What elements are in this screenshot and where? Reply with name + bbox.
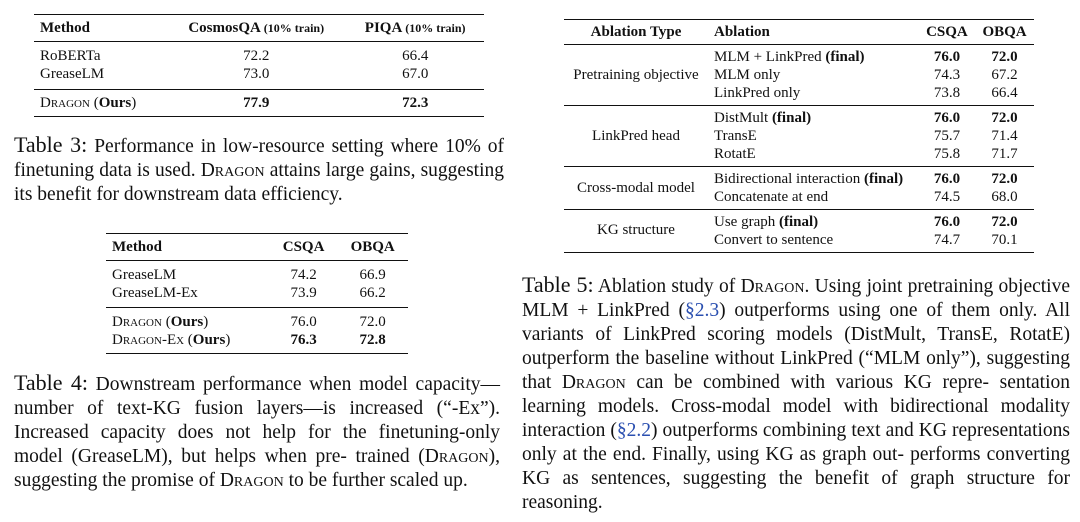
table-row: Cross-modal model Bidirectional interaction (final) 76.0 72.0 [564, 167, 1034, 189]
t4-header-method: Method [112, 239, 162, 255]
table-5-grid [564, 19, 1034, 253]
table-3-caption: Table 3: Performance in low-resource setting where 10% of finetuning data is used. Dragon attains large gains, suggesting its benefit for downstream data efficiency. [14, 132, 505, 205]
table-row-ours: Dragon (Ours) 77.9 72.3 [34, 90, 484, 117]
t5-header-csqa: CSQA [926, 24, 968, 40]
table-row: Convert to sentence 74.7 70.1 [564, 231, 1034, 253]
section-link-2-3[interactable]: §2.3 [684, 300, 720, 321]
table-row: Concatenate at end 74.5 68.0 [714, 189, 1018, 205]
table-row: TransE 75.7 71.4 [714, 128, 1018, 144]
table-row: KG structure Use graph (final) 76.0 72.0 [564, 210, 1034, 232]
table-row: RotatE 75.8 71.7 [714, 146, 1018, 162]
t5-header-ablation: Ablation [714, 24, 770, 40]
table-4-grid [106, 233, 408, 354]
table-row: Pretraining objective MLM + LinkPred (final) 76.0 72.0 [564, 45, 1034, 67]
table-row-ours: Dragon (Ours) 76.0 72.0 [106, 308, 408, 332]
table-row: GreaseLM-Ex 73.9 66.2 [112, 285, 386, 301]
table-3-grid [34, 14, 484, 117]
t4-header-csqa: CSQA [282, 239, 325, 255]
table-row-ours-ex: Dragon-Ex (Ours) 76.3 72.8 [106, 331, 408, 354]
t5-header-ablation-type: Ablation Type [590, 24, 682, 40]
table-row: LinkPred only 73.8 66.4 [714, 85, 1018, 101]
table-row: RoBERTa 72.2 66.4 [34, 42, 484, 66]
t3-header-method: Method [40, 20, 90, 36]
t4-header-obqa: OBQA [350, 239, 395, 255]
table-5 [564, 19, 1034, 253]
table-3 [34, 14, 484, 117]
t3-header-piqa: PIQA (10% train) [364, 20, 466, 36]
table-row: LinkPred head DistMult (final) 76.0 72.0 [564, 106, 1034, 128]
t5-header-obqa: OBQA [982, 24, 1027, 40]
table-4-caption: Table 4: Downstream performance when model capacity—number of text-KG fusion layers—is increased (“-Ex”). Increased capacity does not help for the finetuning-only model (GreaseLM), but helps when pre- trained (Dragon), suggesting the promise of Dragon to be further scaled up. [14, 370, 501, 491]
table-row: GreaseLM 73.0 67.0 [40, 66, 429, 82]
table-row: MLM only 74.3 67.2 [714, 67, 1018, 83]
table-4 [106, 233, 408, 354]
table-row: GreaseLM 74.2 66.9 [106, 261, 408, 285]
section-link-2-2[interactable]: §2.2 [616, 420, 652, 441]
table-5-caption: Table 5: Ablation study of Dragon. Using joint pretraining objective MLM + LinkPred (§2.3) outperforms using one of them only. All variants of LinkPred scoring models (DistMult, TransE, RotatE) outperform the baseline without LinkPred (“MLM only”), suggesting that Dragon can be combined with various KG repre- sentation learning models. Cross-modal model with bidirectional modality interaction (§2.2) outperforms combining text and KG representations only at the end. Finally, using KG as graph out- performs converting KG as sentences, suggesting the benefit of graph structure for reasoning. [522, 272, 1071, 513]
t3-header-cosmosqa: CosmosQA (10% train) [188, 20, 325, 36]
